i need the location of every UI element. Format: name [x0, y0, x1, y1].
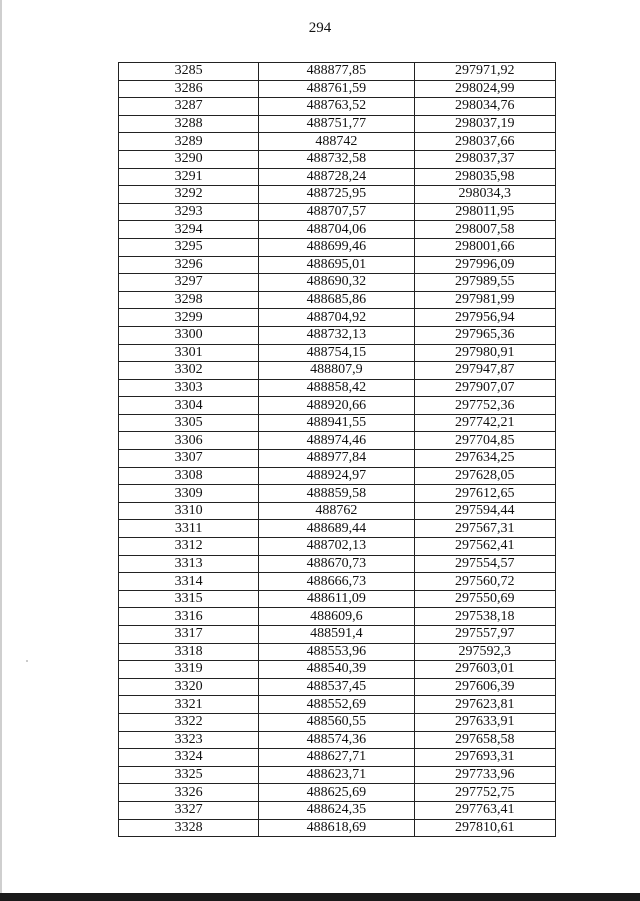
y-coordinate-cell: 297623,81 [414, 696, 555, 714]
table-row [119, 784, 556, 802]
table-row [119, 538, 556, 556]
point-number-cell: 3286 [119, 80, 259, 98]
y-coordinate-cell: 297633,91 [414, 713, 555, 731]
x-coordinate-cell: 488763,52 [259, 98, 414, 116]
point-number-cell: 3291 [119, 168, 259, 186]
point-number-cell: 3322 [119, 713, 259, 731]
y-coordinate-cell: 297956,94 [414, 309, 555, 327]
x-coordinate-cell: 488751,77 [259, 115, 414, 133]
table-row [119, 238, 556, 256]
point-number-cell: 3320 [119, 678, 259, 696]
x-coordinate-cell: 488591,4 [259, 626, 414, 644]
y-coordinate-cell: 297996,09 [414, 256, 555, 274]
point-number-cell: 3321 [119, 696, 259, 714]
y-coordinate-cell: 298037,19 [414, 115, 555, 133]
point-number-cell: 3298 [119, 291, 259, 309]
point-number-cell: 3314 [119, 573, 259, 591]
y-coordinate-cell: 297965,36 [414, 326, 555, 344]
point-number-cell: 3315 [119, 590, 259, 608]
table-row [119, 555, 556, 573]
y-coordinate-cell: 297752,36 [414, 397, 555, 415]
table-row [119, 221, 556, 239]
y-coordinate-cell: 297634,25 [414, 450, 555, 468]
point-number-cell: 3312 [119, 538, 259, 556]
point-number-cell: 3301 [119, 344, 259, 362]
x-coordinate-cell: 488689,44 [259, 520, 414, 538]
table-row [119, 467, 556, 485]
table-row [119, 485, 556, 503]
table-row [119, 379, 556, 397]
x-coordinate-cell: 488690,32 [259, 274, 414, 292]
x-coordinate-cell: 488695,01 [259, 256, 414, 274]
point-number-cell: 3307 [119, 450, 259, 468]
y-coordinate-cell: 297907,07 [414, 379, 555, 397]
table-row [119, 661, 556, 679]
y-coordinate-cell: 298024,99 [414, 80, 555, 98]
y-coordinate-cell: 297612,65 [414, 485, 555, 503]
point-number-cell: 3304 [119, 397, 259, 415]
y-coordinate-cell: 297550,69 [414, 590, 555, 608]
point-number-cell: 3288 [119, 115, 259, 133]
table-row [119, 502, 556, 520]
x-coordinate-cell: 488609,6 [259, 608, 414, 626]
table-row [119, 133, 556, 151]
page-number: 294 [308, 20, 332, 36]
y-coordinate-cell: 297606,39 [414, 678, 555, 696]
y-coordinate-cell: 297763,41 [414, 801, 555, 819]
y-coordinate-cell: 297603,01 [414, 661, 555, 679]
x-coordinate-cell: 488877,85 [259, 63, 414, 81]
point-number-cell: 3310 [119, 502, 259, 520]
x-coordinate-cell: 488728,24 [259, 168, 414, 186]
x-coordinate-cell: 488666,73 [259, 573, 414, 591]
table-row [119, 678, 556, 696]
x-coordinate-cell: 488761,59 [259, 80, 414, 98]
x-coordinate-cell: 488754,15 [259, 344, 414, 362]
point-number-cell: 3294 [119, 221, 259, 239]
x-coordinate-cell: 488553,96 [259, 643, 414, 661]
x-coordinate-cell: 488732,13 [259, 326, 414, 344]
y-coordinate-cell: 297947,87 [414, 362, 555, 380]
point-number-cell: 3324 [119, 749, 259, 767]
x-coordinate-cell: 488859,58 [259, 485, 414, 503]
table-row [119, 590, 556, 608]
x-coordinate-cell: 488624,35 [259, 801, 414, 819]
y-coordinate-cell: 298001,66 [414, 238, 555, 256]
y-coordinate-cell: 297989,55 [414, 274, 555, 292]
y-coordinate-cell: 298034,76 [414, 98, 555, 116]
table-row [119, 731, 556, 749]
point-number-cell: 3290 [119, 150, 259, 168]
x-coordinate-cell: 488704,06 [259, 221, 414, 239]
table-row [119, 274, 556, 292]
table-row [119, 414, 556, 432]
table-row [119, 696, 556, 714]
x-coordinate-cell: 488732,58 [259, 150, 414, 168]
x-coordinate-cell: 488699,46 [259, 238, 414, 256]
point-number-cell: 3325 [119, 766, 259, 784]
y-coordinate-cell: 297567,31 [414, 520, 555, 538]
x-coordinate-cell: 488704,92 [259, 309, 414, 327]
table-row [119, 98, 556, 116]
point-number-cell: 3306 [119, 432, 259, 450]
y-coordinate-cell: 297554,57 [414, 555, 555, 573]
y-coordinate-cell: 298037,66 [414, 133, 555, 151]
table-row [119, 150, 556, 168]
point-number-cell: 3327 [119, 801, 259, 819]
x-coordinate-cell: 488618,69 [259, 819, 414, 837]
table-row [119, 450, 556, 468]
table-row [119, 291, 556, 309]
point-number-cell: 3289 [119, 133, 259, 151]
table-row [119, 326, 556, 344]
y-coordinate-cell: 298034,3 [414, 186, 555, 204]
point-number-cell: 3309 [119, 485, 259, 503]
y-coordinate-cell: 297980,91 [414, 344, 555, 362]
x-coordinate-cell: 488537,45 [259, 678, 414, 696]
table-row [119, 63, 556, 81]
point-number-cell: 3302 [119, 362, 259, 380]
x-coordinate-cell: 488742 [259, 133, 414, 151]
point-number-cell: 3285 [119, 63, 259, 81]
x-coordinate-cell: 488707,57 [259, 203, 414, 221]
y-coordinate-cell: 297981,99 [414, 291, 555, 309]
point-number-cell: 3300 [119, 326, 259, 344]
x-coordinate-cell: 488623,71 [259, 766, 414, 784]
table-row [119, 203, 556, 221]
table-row [119, 80, 556, 98]
y-coordinate-cell: 297971,92 [414, 63, 555, 81]
x-coordinate-cell: 488977,84 [259, 450, 414, 468]
y-coordinate-cell: 298035,98 [414, 168, 555, 186]
table-row [119, 432, 556, 450]
y-coordinate-cell: 297752,75 [414, 784, 555, 802]
table-row [119, 749, 556, 767]
scan-left-edge [0, 0, 2, 901]
x-coordinate-cell: 488725,95 [259, 186, 414, 204]
point-number-cell: 3318 [119, 643, 259, 661]
x-coordinate-cell: 488941,55 [259, 414, 414, 432]
x-coordinate-cell: 488685,86 [259, 291, 414, 309]
point-number-cell: 3287 [119, 98, 259, 116]
point-number-cell: 3295 [119, 238, 259, 256]
table-row [119, 186, 556, 204]
table-row [119, 344, 556, 362]
table-row [119, 626, 556, 644]
table-row [119, 713, 556, 731]
y-coordinate-cell: 297562,41 [414, 538, 555, 556]
point-number-cell: 3328 [119, 819, 259, 837]
y-coordinate-cell: 297538,18 [414, 608, 555, 626]
x-coordinate-cell: 488552,69 [259, 696, 414, 714]
table-row [119, 115, 556, 133]
x-coordinate-cell: 488920,66 [259, 397, 414, 415]
table-row [119, 256, 556, 274]
point-number-cell: 3296 [119, 256, 259, 274]
x-coordinate-cell: 488627,71 [259, 749, 414, 767]
x-coordinate-cell: 488540,39 [259, 661, 414, 679]
y-coordinate-cell: 297810,61 [414, 819, 555, 837]
x-coordinate-cell: 488807,9 [259, 362, 414, 380]
table-row [119, 819, 556, 837]
point-number-cell: 3305 [119, 414, 259, 432]
coordinates-table-body [119, 63, 556, 837]
y-coordinate-cell: 297560,72 [414, 573, 555, 591]
point-number-cell: 3319 [119, 661, 259, 679]
x-coordinate-cell: 488858,42 [259, 379, 414, 397]
y-coordinate-cell: 298011,95 [414, 203, 555, 221]
y-coordinate-cell: 298037,37 [414, 150, 555, 168]
y-coordinate-cell: 297693,31 [414, 749, 555, 767]
point-number-cell: 3299 [119, 309, 259, 327]
scan-bottom-edge [0, 893, 640, 901]
x-coordinate-cell: 488974,46 [259, 432, 414, 450]
x-coordinate-cell: 488611,09 [259, 590, 414, 608]
y-coordinate-cell: 297557,97 [414, 626, 555, 644]
point-number-cell: 3293 [119, 203, 259, 221]
x-coordinate-cell: 488762 [259, 502, 414, 520]
table-row [119, 397, 556, 415]
table-row [119, 573, 556, 591]
table-row [119, 309, 556, 327]
point-number-cell: 3326 [119, 784, 259, 802]
x-coordinate-cell: 488702,13 [259, 538, 414, 556]
point-number-cell: 3292 [119, 186, 259, 204]
table-row [119, 362, 556, 380]
x-coordinate-cell: 488574,36 [259, 731, 414, 749]
point-number-cell: 3297 [119, 274, 259, 292]
y-coordinate-cell: 297704,85 [414, 432, 555, 450]
y-coordinate-cell: 297592,3 [414, 643, 555, 661]
point-number-cell: 3323 [119, 731, 259, 749]
table-row [119, 801, 556, 819]
point-number-cell: 3313 [119, 555, 259, 573]
y-coordinate-cell: 297628,05 [414, 467, 555, 485]
y-coordinate-cell: 297733,96 [414, 766, 555, 784]
point-number-cell: 3316 [119, 608, 259, 626]
coordinates-table [118, 62, 556, 837]
table-row [119, 168, 556, 186]
x-coordinate-cell: 488670,73 [259, 555, 414, 573]
x-coordinate-cell: 488560,55 [259, 713, 414, 731]
y-coordinate-cell: 297658,58 [414, 731, 555, 749]
x-coordinate-cell: 488625,69 [259, 784, 414, 802]
y-coordinate-cell: 297742,21 [414, 414, 555, 432]
y-coordinate-cell: 297594,44 [414, 502, 555, 520]
table-row [119, 608, 556, 626]
x-coordinate-cell: 488924,97 [259, 467, 414, 485]
point-number-cell: 3303 [119, 379, 259, 397]
point-number-cell: 3317 [119, 626, 259, 644]
scan-artifact-dot [26, 660, 28, 662]
y-coordinate-cell: 298007,58 [414, 221, 555, 239]
point-number-cell: 3311 [119, 520, 259, 538]
table-row [119, 766, 556, 784]
table-row [119, 643, 556, 661]
point-number-cell: 3308 [119, 467, 259, 485]
table-row [119, 520, 556, 538]
